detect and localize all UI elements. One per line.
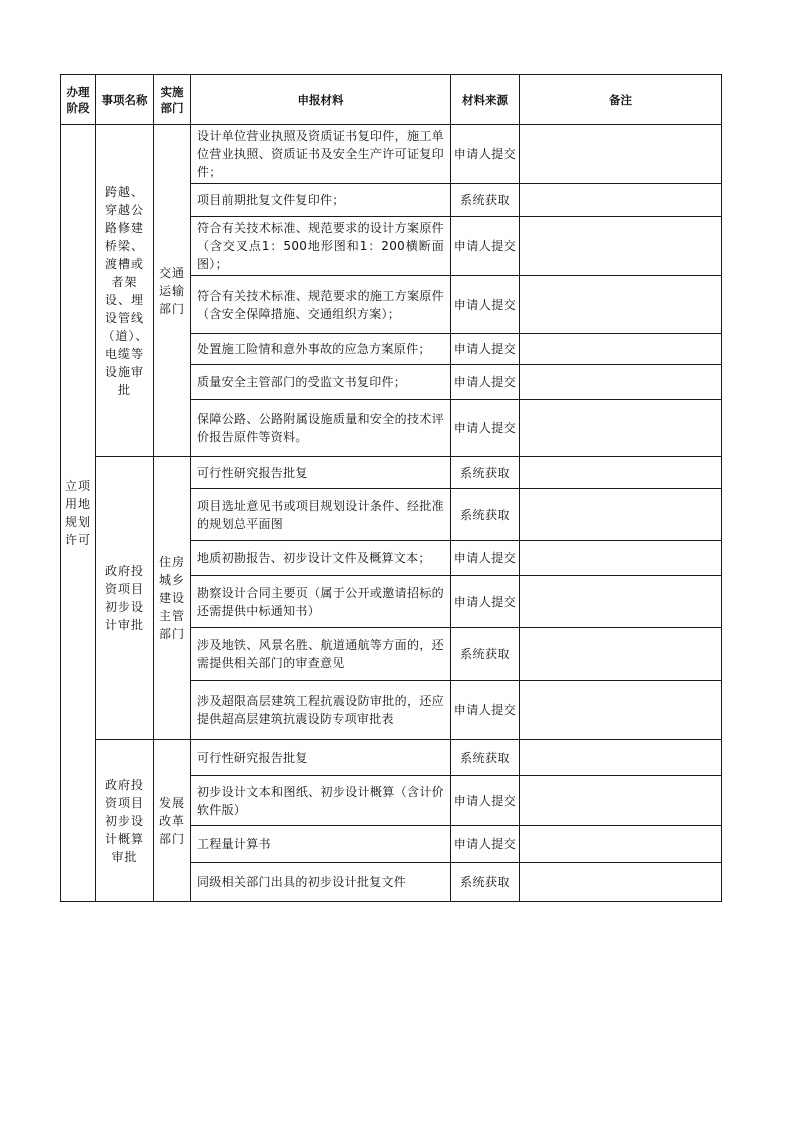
material-cell: 同级相关部门出具的初步设计批复文件 (191, 863, 451, 902)
source-cell: 申请人提交 (451, 125, 520, 184)
dept-cell: 发展改革部门 (154, 740, 191, 902)
header-source: 材料来源 (451, 75, 520, 125)
stage-cell: 立项用地规划许可 (61, 125, 96, 902)
remark-cell (520, 125, 722, 184)
remark-cell (520, 576, 722, 628)
header-item: 事项名称 (96, 75, 154, 125)
material-cell: 可行性研究报告批复 (191, 457, 451, 489)
source-cell: 申请人提交 (451, 776, 520, 826)
material-cell: 质量安全主管部门的受监文书复印件； (191, 365, 451, 400)
source-cell: 系统获取 (451, 628, 520, 681)
table-row (61, 457, 722, 489)
material-cell: 保障公路、公路附属设施质量和安全的技术评价报告原件等资料。 (191, 400, 451, 457)
remark-cell (520, 776, 722, 826)
remark-cell (520, 184, 722, 217)
remark-cell (520, 681, 722, 740)
table-row (61, 125, 722, 184)
source-cell: 申请人提交 (451, 365, 520, 400)
materials-table (60, 74, 722, 902)
remark-cell (520, 541, 722, 576)
header-remark: 备注 (520, 75, 722, 125)
remark-cell (520, 276, 722, 334)
source-cell: 申请人提交 (451, 826, 520, 863)
dept-cell: 住房城乡建设主管部门 (154, 457, 191, 740)
source-cell: 申请人提交 (451, 276, 520, 334)
header-stage: 办理阶段 (61, 75, 96, 125)
source-cell: 申请人提交 (451, 217, 520, 276)
material-cell: 处置施工险情和意外事故的应急方案原件； (191, 334, 451, 365)
material-cell: 符合有关技术标准、规范要求的设计方案原件（含交叉点1：500地形图和1：200横断面图）； (191, 217, 451, 276)
material-cell: 涉及超限高层建筑工程抗震设防审批的，还应提供超高层建筑抗震设防专项审批表 (191, 681, 451, 740)
header-material: 申报材料 (191, 75, 451, 125)
material-cell: 项目选址意见书或项目规划设计条件、经批准的规划总平面图 (191, 489, 451, 541)
material-cell: 可行性研究报告批复 (191, 740, 451, 776)
remark-cell (520, 489, 722, 541)
material-cell: 地质初勘报告、初步设计文件及概算文本； (191, 541, 451, 576)
source-cell: 申请人提交 (451, 681, 520, 740)
remark-cell (520, 400, 722, 457)
remark-cell (520, 863, 722, 902)
source-cell: 申请人提交 (451, 334, 520, 365)
source-cell: 系统获取 (451, 489, 520, 541)
remark-cell (520, 334, 722, 365)
material-cell: 涉及地铁、风景名胜、航道通航等方面的，还需提供相关部门的审查意见 (191, 628, 451, 681)
item-cell: 跨越、穿越公路修建桥梁、渡槽或者架设、埋设管线（道）、电缆等设施审批 (96, 125, 154, 457)
source-cell: 系统获取 (451, 184, 520, 217)
dept-cell: 交通运输部门 (154, 125, 191, 457)
header-dept: 实施部门 (154, 75, 191, 125)
source-cell: 申请人提交 (451, 576, 520, 628)
remark-cell (520, 457, 722, 489)
item-cell: 政府投资项目初步设计审批 (96, 457, 154, 740)
remark-cell (520, 826, 722, 863)
source-cell: 系统获取 (451, 457, 520, 489)
table-row (61, 740, 722, 776)
remark-cell (520, 740, 722, 776)
remark-cell (520, 628, 722, 681)
source-cell: 系统获取 (451, 863, 520, 902)
material-cell: 项目前期批复文件复印件； (191, 184, 451, 217)
material-cell: 初步设计文本和图纸、初步设计概算（含计价软件版） (191, 776, 451, 826)
source-cell: 系统获取 (451, 740, 520, 776)
source-cell: 申请人提交 (451, 541, 520, 576)
item-cell: 政府投资项目初步设计概算审批 (96, 740, 154, 902)
material-cell: 设计单位营业执照及资质证书复印件，施工单位营业执照、资质证书及安全生产许可证复印件； (191, 125, 451, 184)
header-row (61, 75, 722, 125)
remark-cell (520, 365, 722, 400)
source-cell: 申请人提交 (451, 400, 520, 457)
remark-cell (520, 217, 722, 276)
material-cell: 符合有关技术标准、规范要求的施工方案原件（含安全保障措施、交通组织方案）； (191, 276, 451, 334)
material-cell: 勘察设计合同主要页（属于公开或邀请招标的还需提供中标通知书） (191, 576, 451, 628)
material-cell: 工程量计算书 (191, 826, 451, 863)
